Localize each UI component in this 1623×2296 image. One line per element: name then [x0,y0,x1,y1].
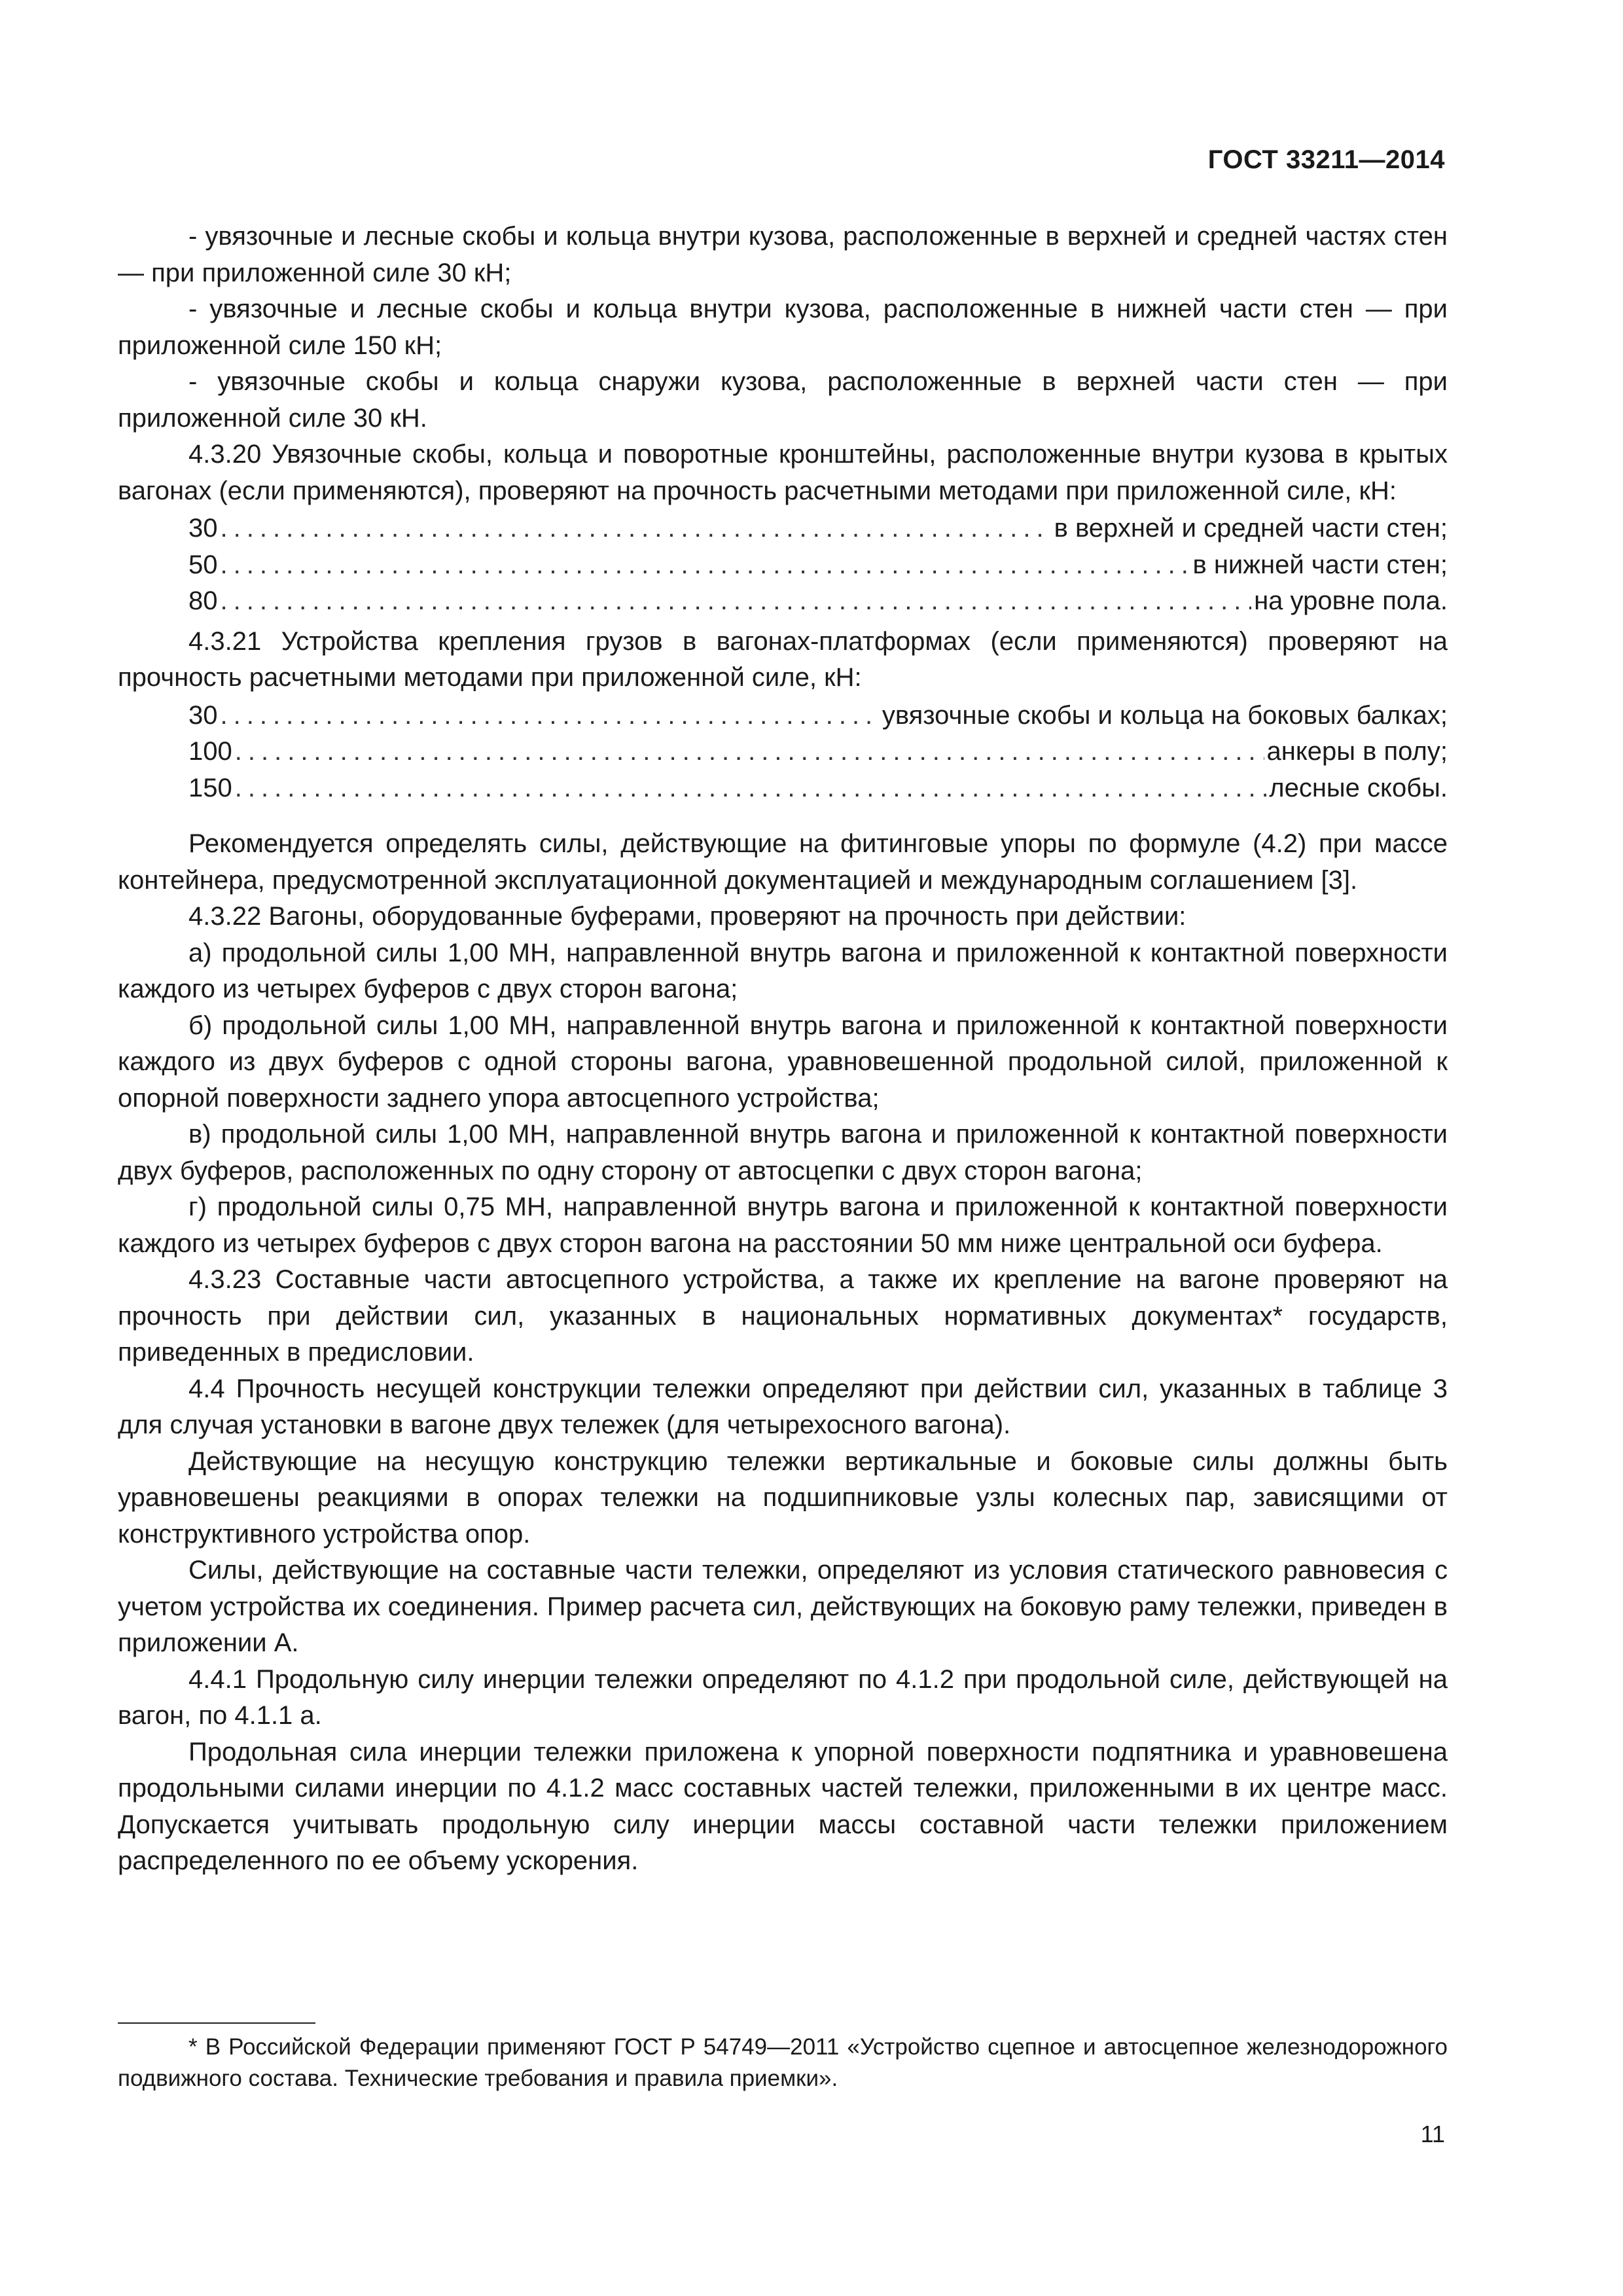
paragraph: - увязочные и лесные скобы и кольца внутри кузова, расположенные в верхней и средней частях стен — при приложенной силе 30 кН; [118,222,1448,287]
page-number: 11 [1420,2121,1445,2147]
list-item [118,547,1448,584]
paragraph-4-3-20: 4.3.20 Увязочные скобы, кольца и поворотные кронштейны, расположенные внутри кузова в крытых вагонах (если применяются), проверяют на прочность расчетными методами при приложенной силе, кН: [118,440,1448,505]
paragraph: Силы, действующие на составные части тележки, определяют из условия статического равновесия с учетом устройства их соединения. Пример расчета сил, действующих на боковую раму тележки, приведен в приложении А. [118,1556,1448,1657]
force-location: на уровне пола. [1254,586,1448,615]
list-item [118,511,1448,547]
paragraph: Действующие на несущую конструкцию тележки вертикальные и боковые силы должны быть уравновешены реакциями в опорах тележки на подшипниковые узлы колесных пар, зависящими от конструктивного устройства опор. [118,1446,1448,1549]
force-location: в верхней и средней части стен; [1054,514,1448,543]
leader-dots [221,547,1190,584]
list-item [118,770,1448,807]
paragraph: - увязочные и лесные скобы и кольца внутри кузова, расположенные в нижней части стен — при приложенной силе 150 кН; [118,295,1448,360]
list-item [118,734,1448,770]
force-value: 150 [188,773,232,802]
document-header: ГОСТ 33211—2014 [1207,145,1445,174]
paragraph-4-3-22: 4.3.22 Вагоны, оборудованные буферами, проверяют на прочность при действии: [188,902,1186,931]
force-list-4-3-21 [118,698,1448,807]
paragraph: Продольная сила инерции тележки приложена к упорной поверхности подпятника и уравновешена продольными силами инерции по 4.1.2 масс составных частей тележки, приложенными в их центре масс. Допускается учитывать продольную силу инерции массы составной части тележки приложением распределенного по ее объему ускорения. [118,1737,1448,1875]
leader-dots [221,583,1252,620]
force-value: 80 [188,586,218,615]
leader-dots [235,770,1266,807]
force-value: 100 [188,737,232,766]
footnote-divider [118,2022,315,2024]
force-location: анкеры в полу; [1266,737,1448,766]
force-value: 30 [188,514,218,543]
paragraph-item-b: б) продольной силы 1,00 МН, направленной внутрь вагона и приложенной к контактной поверхности каждого из двух буферов с одной стороны вагона, уравновешенной продольной силой, приложенной к опорной поверхности заднего упора автосцепного устройства; [118,1011,1448,1113]
list-item [118,698,1448,734]
paragraph: Рекомендуется определять силы, действующие на фитинговые упоры по формуле (4.2) при массе контейнера, предусмотренной эксплуатационной документацией и международным соглашением [3]. [118,829,1448,895]
force-location: увязочные скобы и кольца на боковых балках; [882,700,1448,730]
leader-dots [235,734,1264,770]
paragraph-4-4: 4.4 Прочность несущей конструкции тележки определяют при действии сил, указанных в таблице 3 для случая установки в вагоне двух тележек (для четырехосного вагона). [118,1374,1448,1439]
force-list-4-3-20 [118,511,1448,620]
paragraph-4-4-1: 4.4.1 Продольную силу инерции тележки определяют по 4.1.2 при продольной силе, действующей на вагон, по 4.1.1 а. [118,1664,1448,1730]
footnote: * В Российской Федерации применяют ГОСТ Р 54749—2011 «Устройство сцепное и автосцепное железнодорожного подвижного состава. Технические требования и правила приемки». [118,2034,1448,2091]
paragraph-item-v: в) продольной силы 1,00 МН, направленной внутрь вагона и приложенной к контактной поверхности двух буферов, расположенных по одну сторону от автосцепки с двух сторон вагона; [118,1120,1448,1185]
force-location: лесные скобы. [1269,773,1448,802]
document-body [118,219,1448,1880]
force-value: 30 [188,700,218,730]
paragraph-item-g: г) продольной силы 0,75 МН, направленной внутрь вагона и приложенной к контактной поверхности каждого из четырех буферов с двух сторон вагона на расстоянии 50 мм ниже центральной оси буфера. [118,1193,1448,1258]
paragraph-4-3-21: 4.3.21 Устройства крепления грузов в вагонах-платформах (если применяются) проверяют на прочность расчетными методами при приложенной силе, кН: [118,626,1448,692]
paragraph-4-3-23: 4.3.23 Составные части автосцепного устройства, а также их крепление на вагоне проверяют на прочность при действии сил, указанных в национальных нормативных документах* государств, приведенных в предисловии. [118,1265,1448,1367]
paragraph: - увязочные скобы и кольца снаружи кузова, расположенные в верхней части стен — при приложенной силе 30 кН. [118,367,1448,433]
force-value: 50 [188,550,218,579]
list-item [118,583,1448,620]
paragraph-item-a: а) продольной силы 1,00 МН, направленной внутрь вагона и приложенной к контактной поверхности каждого из четырех буферов с двух сторон вагона; [118,938,1448,1003]
force-location: в нижней части стен; [1192,550,1448,579]
leader-dots [221,698,880,734]
leader-dots [221,511,1052,547]
